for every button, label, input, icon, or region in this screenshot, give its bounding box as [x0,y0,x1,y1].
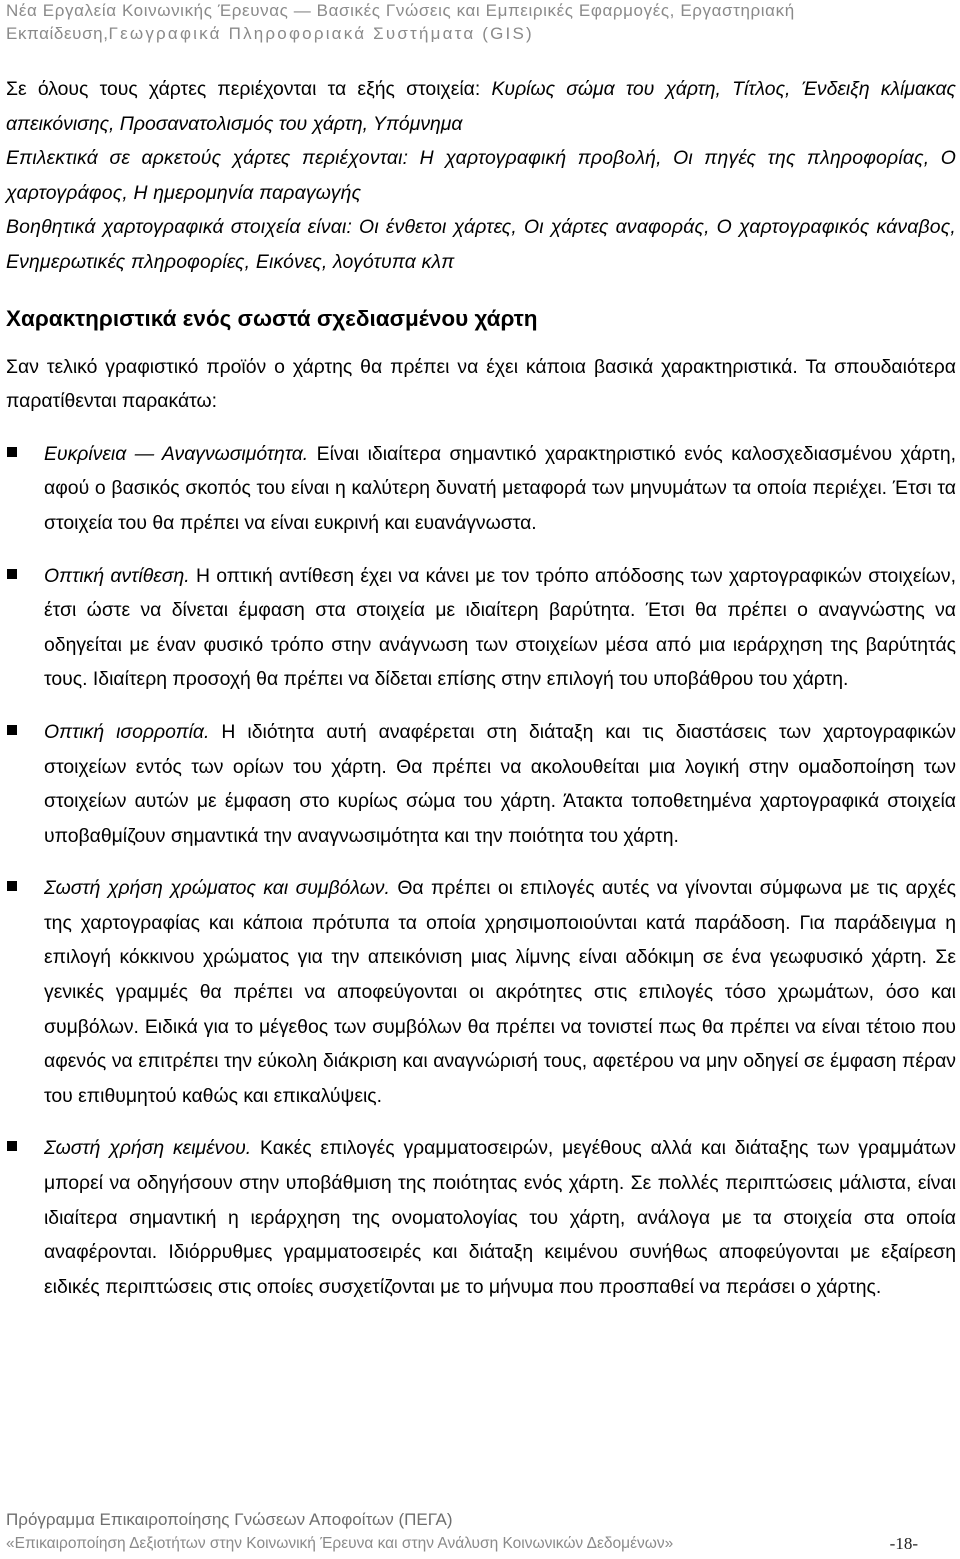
bullet-square-icon [7,725,17,735]
bullet-item-contrast [6,559,956,697]
intro-paragraph-auxiliary: Βοηθητικά χαρτογραφικά στοιχεία είναι: Οι ένθετοι χάρτες, Οι χάρτες αναφοράς, Ο χαρτογραφικός κάναβος, Ενημερωτικές πληροφορίες, Εικόνες, λογότυπα κλπ [6,216,956,273]
bullet-text [44,871,956,1113]
bullet-item-balance [6,715,956,853]
bullet-text [44,1131,956,1304]
section-heading: Χαρακτηριστικά ενός σωστά σχεδιασμένου χάρτη [6,305,538,331]
footer-project-title: «Επικαιροποίηση Δεξιοτήτων στην Κοινωνική Έρευνα και στην Ανάλυση Κοινωνικών Δεδομένων» [6,1535,674,1552]
bullet-title: Ευκρίνεια — Αναγνωσιμότητα. [44,442,309,465]
intro-elements-lead: Σε όλους τους χάρτες περιέχονται τα εξής στοιχεία: [6,78,492,100]
bullet-square-icon [7,447,17,457]
bullet-item-color-symbols [6,871,956,1113]
intro-paragraph-optional: Επιλεκτικά σε αρκετούς χάρτες περιέχονται: Η χαρτογραφική προβολή, Οι πηγές της πληροφορίας, Ο χαρτογράφος, Η ημερομηνία παραγωγής [6,147,956,204]
bullet-item-clarity [6,437,956,541]
bullet-title: Οπτική ισορροπία. [44,720,210,743]
bullet-body: Θα πρέπει οι επιλογές αυτές να γίνονται σύμφωνα με τις αρχές της χαρτογραφίας και κάποια πρότυπα τα οποία χρησιμοποιούνται κατά παράδοση. Για παράδειγμα η επιλογή κόκκινου χρώματος για την απεικόνιση μιας λίμνης είναι αδόκιμη σε ένα γεωφυσικό χάρτη. Σε γενικές γραμμές θα πρέπει να αποφεύγονται οι ακρότητες στις επιλογές τόσο χρωμάτων, όσο και συμβόλων. Ειδικά για το μέγεθος των συμβόλων θα πρέπει να τονιστεί πως θα πρέπει να είναι τέτοιο που αφενός να επιτρέπει την εύκολη διάκριση και αναγνώρισή τους, αφετέρου να μην οδηγεί σε έμφαση πέραν του επιθυμητού καθώς και επικαλύψεις. [44,877,956,1107]
bullet-body: Κακές επιλογές γραμματοσειρών, μεγέθους αλλά και διάταξης των γραμμάτων μπορεί να οδηγήσουν στην υποβάθμιση της ποιότητας ενός χάρτη. Σε πολλές περιπτώσεις μάλιστα, είναι ιδιαίτερα σημαντική η ιεράρχηση της ονοματολογίας του χάρτη, ανάλογα με τα στοιχεία στα οποία αναφέρονται. Ιδιόρρυθμες γραμματοσειρές και διάταξη κειμένου συνήθως αποφεύγονται με εξαίρεση ειδικές περιπτώσεις στις οποίες συσχετίζονται με το μήνυμα που προσπαθεί να περάσει ο χάρτης. [44,1137,956,1298]
bullet-item-text-usage [6,1131,956,1304]
footer-program: Πρόγραμμα Επικαιροποίησης Γνώσεων Αποφοίτων (ΠΕΓΑ) [6,1510,453,1529]
bullet-square-icon [7,569,17,579]
bullet-title: Σωστή χρήση χρώματος και συμβόλων. [44,877,390,900]
running-header-line2-a: Εκπαίδευση, [6,24,109,43]
document-body [6,72,956,1304]
section-intro: Σαν τελικό γραφιστικό προϊόν ο χάρτης θα πρέπει να έχει κάποια βασικά χαρακτηριστικά. Τα σπουδαιότερα παρατίθενται παρακάτω: [6,355,956,413]
bullet-body: Η οπτική αντίθεση έχει να κάνει με τον τρόπο απόδοσης των χαρτογραφικών στοιχείων, έτσι ώστε να δίνεται έμφαση στα στοιχεία με ιδιαίτερη βαρύτητα. Έτσι θα πρέπει ο αναγνώστης να οδηγείται με έναν φυσικό τρόπο στην ανάγνωση των στοιχείων μέσα από μια ιεράρχηση της βαρύτητάς τους. Ιδιαίτερη προσοχή θα πρέπει να δίδεται επίσης στην επιλογή του υποβάθρου του χάρτη. [44,564,956,691]
bullet-text [44,559,956,697]
intro-paragraph-elements [6,72,956,141]
bullet-title: Οπτική αντίθεση. [44,564,190,587]
bullet-square-icon [7,881,17,891]
bullet-text [44,437,956,541]
bullet-body: Η ιδιότητα αυτή αναφέρεται στη διάταξη και τις διαστάσεις των χαρτογραφικών στοιχείων εντός των ορίων του χάρτη. Θα πρέπει να ακολουθείται μια λογική στην ομαδοποίηση των στοιχείων αυτών με έμφαση στο κυρίως σώμα του χάρτη. Άτακτα τοποθετημένα χαρτογραφικά στοιχεία υποβαθμίζουν σημαντικά την αναγνωσιμότητα και την ποιότητα του χάρτη. [44,720,957,847]
bullet-square-icon [7,1141,17,1151]
intro-elements-list: Κυρίως σώμα του χάρτη, Τίτλος, Ένδειξη κλίμακας απεικόνισης, Προσανατολισμός του χάρτη, Υπόμνημα [6,78,956,135]
footer-project [6,1534,918,1554]
bullet-body: Είναι ιδιαίτερα σημαντικό χαρακτηριστικό ενός καλοσχεδιασμένου χάρτη, αφού ο βασικός σκοπός του είναι η καλύτερη δυνατή μεταφορά των μηνυμάτων τα οποία περιέχει. Έτσι τα στοιχεία του θα πρέπει να είναι ευκρινή και ευανάγνωστα. [44,442,956,534]
running-header-line2 [6,24,960,44]
running-header-line1: Νέα Εργαλεία Κοινωνικής Έρευνας — Βασικές Γνώσεις και Εμπειρικές Εφαρμογές, Εργαστηριακή [6,1,795,20]
bullet-title: Σωστή χρήση κειμένου. [44,1137,252,1160]
page-number: -18- [889,1534,918,1553]
bullet-text [44,715,956,853]
running-header-line2-b: Γεωγραφικά Πληροφοριακά Συστήματα (GIS) [108,24,534,43]
